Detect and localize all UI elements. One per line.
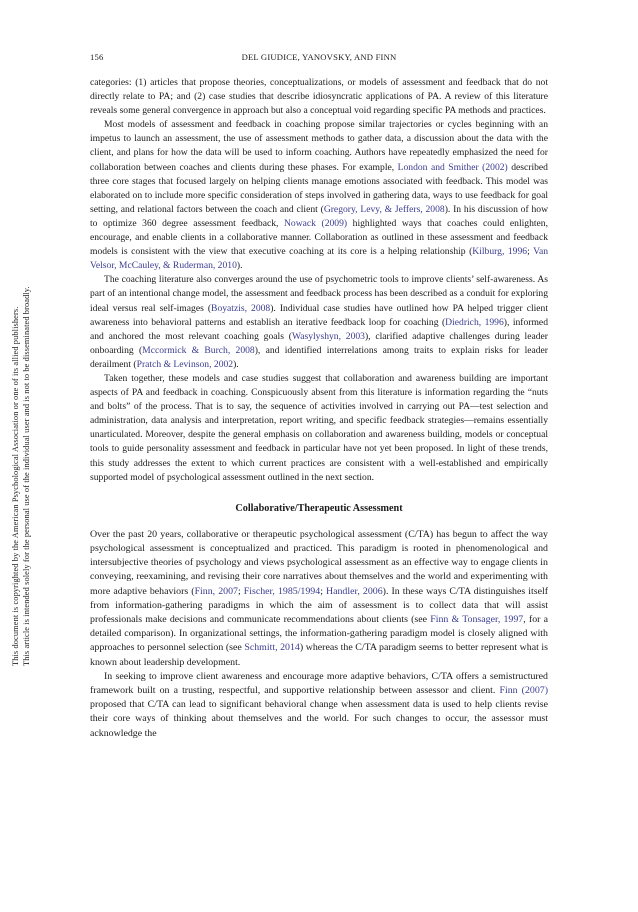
section-body	[90, 528, 548, 741]
paragraph-text: Taken together, these models and case studies suggest that collaboration and awareness building are important aspects of PA and feedback in coaching. Conspicuously absent from this literature is information regarding the “nuts and bolts” of the process. That is to say, the sequence of activities involved in carrying out PA—test selection and administration, data analysis and interpretation, report writing, and specific feedback strategies—remains essentially unarticulated. Moreover, despite the general emphasis on collaboration and awareness building, models or conceptual tools to guide personality assessment and feedback in particular have not yet been proposed. In light of these trends, this study addresses the extent to which current practices are consistent with a well-established and empirically supported model of psychological assessment outlined in the next section.	[90, 372, 548, 483]
text-run: ;	[320, 585, 326, 597]
copyright-notice-line-1: This document is copyrighted by the American Psychological Association or one of its allied publishers.	[11, 306, 20, 666]
page-number: 156	[90, 52, 104, 62]
citation-link[interactable]: Van Velsor, McCauley, & Ruderman, 2010	[90, 246, 549, 272]
text-run: ;	[527, 246, 534, 258]
running-title: DEL GIUDICE, YANOVSKY, AND FINN	[241, 52, 397, 62]
paragraph-text: categories: (1) articles that propose theories, conceptualizations, or models of assessment and feedback that do not directly relate to PA; and (2) case studies that describe idiosyncratic applications of PA. A review of this literature reveals some general convergence in approach but also a conceptual void regarding specific PA methods and practices.	[90, 77, 548, 117]
paragraph-1	[90, 76, 548, 118]
text-run: proposed that C/TA can lead to significant behavioral change when assessment data is used to help clients revise their core ways of thinking about themselves and the world. For such changes to occur, the assessor must acknowledge the	[90, 699, 548, 739]
text-run: ), informed and anchored the most relevant coaching goals (	[90, 316, 548, 342]
text-run: ). In his discussion of how to optimize 360 degree assessment feedback,	[90, 203, 548, 229]
article-body	[90, 76, 548, 741]
citation-link[interactable]: Finn (2007)	[499, 684, 549, 696]
citation-link[interactable]: Mccormick & Burch, 2008	[142, 344, 255, 356]
text-run: Most models of assessment and feedback in coaching propose similar trajectories or cycles beginning with an impetus to launch an assessment, the use of assessment methods to gather data, a discussion about the data with the client, and plans for how the data will be used to inform coaching. Authors have repeatedly emphasized the need for collaboration between coaches and clients during these phases. For example,	[90, 119, 548, 173]
citation-link[interactable]: Finn, 2007	[194, 585, 238, 597]
citation-link[interactable]: London and Smither (2002)	[397, 161, 508, 173]
text-run: In seeking to improve client awareness and encourage more adaptive behaviors, C/TA offers a semistructured framework built on a trusting, respectful, and supportive relationship between assessor and client.	[90, 670, 548, 696]
copyright-notice-line-2: This article is intended solely for the personal use of the individual user and is not to be disseminated broadly.	[22, 286, 31, 666]
text-run: ;	[237, 585, 244, 597]
text-run: , for a detailed comparison). In organizational settings, the information-gathering paradigm model is closely aligned with approaches to personnel selection (see	[90, 613, 548, 654]
paragraph-4	[90, 372, 548, 485]
citation-link[interactable]: Handler, 2006	[325, 585, 383, 597]
citation-link[interactable]: Wasylyshyn, 2003	[291, 330, 365, 342]
citation-link[interactable]: Gregory, Levy, & Jeffers, 2008	[323, 203, 445, 215]
text-run: Over the past 20 years, collaborative or therapeutic psychological assessment (C/TA) has begun to affect the way psychological assessment is conceptualized and practiced. This paradigm is rooted in phenomenological and intersubjective theories of psychology and views psychological assessment as an effective way to engage clients in conveying, reexamining, and revising their core narratives about themselves and the world and experimenting with more adaptive behaviors (	[90, 528, 548, 597]
text-run: highlighted ways that coaches could enlighten, encourage, and enable clients in a collaborative manner. Collaboration as outlined in these assessment and feedback models is consistent with the view that executive coaching at its core is a helping relationship (	[90, 217, 549, 258]
section-heading: Collaborative/Therapeutic Assessment	[235, 502, 403, 514]
citation-link[interactable]: Schmitt, 2014	[244, 642, 300, 654]
text-run: ).	[236, 260, 243, 272]
citation-link[interactable]: Nowack (2009)	[283, 217, 348, 229]
text-run: ). Individual case studies have outlined how PA helped trigger client awareness into behavioral patterns and establish an iterative feedback loop for coaching (	[90, 302, 549, 328]
text-run: ). In these ways C/TA distinguishes itself from information-gathering paradigms in which the aim of assessment is to collect data that will assist professionals make decisions and communicate recommendations about clients (see	[90, 585, 548, 625]
text-run: ), and identified interrelations among traits to explain risks for leader derailment (	[90, 344, 549, 370]
citation-link[interactable]: Boyatzis, 2008	[211, 302, 271, 314]
running-header	[90, 52, 548, 66]
citation-link[interactable]: Fischer, 1985/1994	[243, 585, 321, 597]
text-run: ) whereas the C/TA paradigm seems to better represent what is known about leadership development.	[90, 642, 548, 668]
text-run: described three core stages that focused largely on helping clients manage emotions associated with feedback. This model was elaborated on to include more specific consideration of steps involved in gathering data, ways to use feedback for goal setting, and relational factors between the coach and client (	[90, 161, 548, 215]
paragraph-5	[90, 528, 548, 670]
text-run: ).	[233, 358, 239, 370]
text-run: The coaching literature also converges around the use of psychometric tools to improve clients’ self-awareness. As part of an intentional change model, the assessment and feedback process has been described as a conduit for exploring ideal versus real self-images (	[90, 274, 548, 314]
copyright-sidebar	[0, 0, 48, 912]
paragraph-3	[90, 273, 548, 372]
paragraph-6	[90, 670, 548, 741]
citation-link[interactable]: Finn & Tonsager, 1997	[430, 613, 524, 625]
paragraph-2	[90, 118, 548, 273]
citation-link[interactable]: Diedrich, 1996	[445, 316, 504, 328]
text-run: ), clarified adaptive challenges during leader onboarding (	[90, 330, 548, 356]
citation-link[interactable]: Kilburg, 1996	[472, 246, 528, 258]
citation-link[interactable]: Pratch & Levinson, 2002	[136, 358, 234, 370]
